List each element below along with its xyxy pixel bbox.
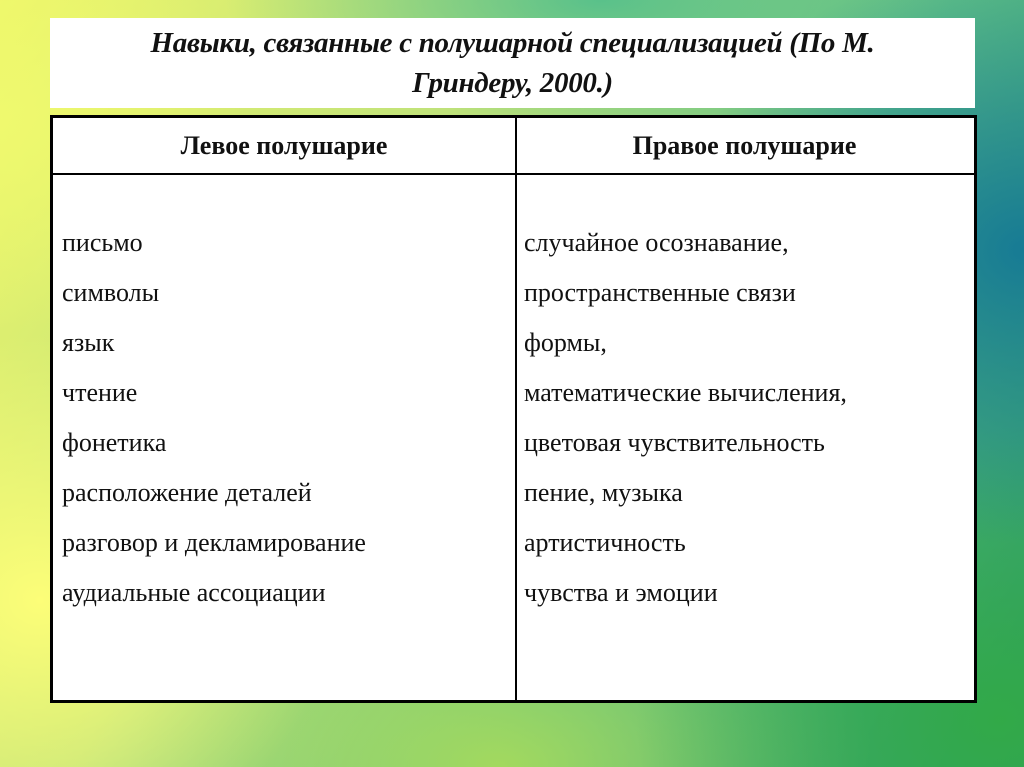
column-divider [515,118,517,700]
slide-title-line-1: Навыки, связанные с полушарной специализацией (По М. [150,27,875,59]
list-item: язык [62,328,115,357]
list-item: символы [62,278,160,307]
slide-title [50,23,975,103]
list-item: артистичность [524,528,686,557]
list-item: формы, [524,328,607,357]
list-item: чтение [62,378,138,407]
list-item: случайное осознавание, [524,228,789,257]
list-item: письмо [62,228,143,257]
table-header-row [53,118,974,175]
list-item: фонетика [62,428,167,457]
header-left-hemisphere: Левое полушарие [180,130,388,160]
list-item: аудиальные ассоциации [62,578,326,607]
list-item: пространственные связи [524,278,796,307]
list-item: расположение деталей [62,478,312,507]
list-item: цветовая чувствительность [524,428,825,457]
right-hemisphere-column [524,228,847,628]
list-item: разговор и декламирование [62,528,366,557]
list-item: математические вычисления, [524,378,847,407]
slide-title-line-2: Гриндеру, 2000.) [412,67,613,99]
left-hemisphere-column [62,228,366,628]
hemisphere-skills-table [50,115,977,703]
title-box [50,18,975,108]
header-right-hemisphere: Правое полушарие [632,130,857,160]
list-item: пение, музыка [524,478,683,507]
list-item: чувства и эмоции [524,578,718,607]
